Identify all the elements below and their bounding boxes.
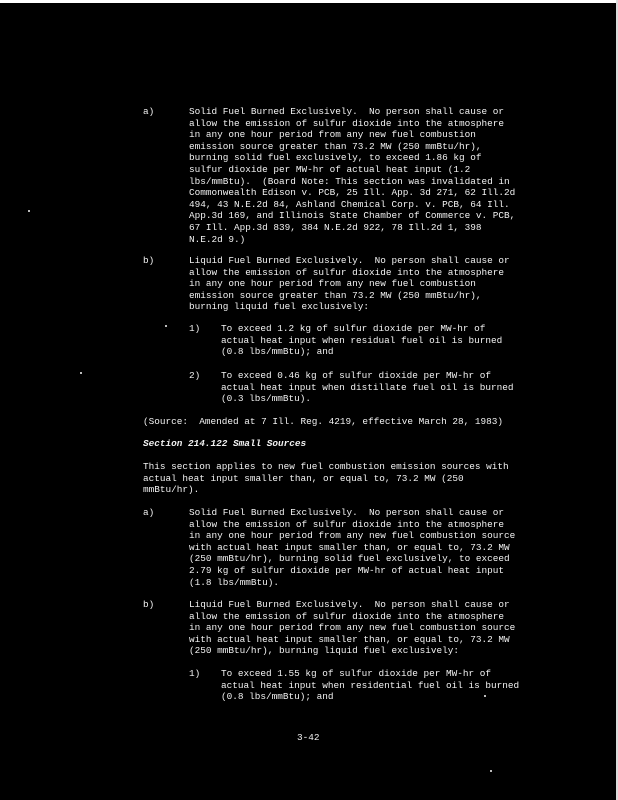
section-intro: This section applies to new fuel combustion emission sources with actual heat input smaller than, or equal to, 73.2 MW (250 mmBtu/hr). xyxy=(143,461,509,496)
scan-speck xyxy=(484,695,486,697)
small-b-item-1-label: 1) xyxy=(189,668,201,679)
section-a-label: a) xyxy=(143,106,155,117)
page-number: 3-42 xyxy=(297,732,320,743)
scan-speck xyxy=(165,325,167,327)
section-b-item-2-label: 2) xyxy=(189,370,201,381)
scan-speck xyxy=(80,372,82,374)
section-a-text: Solid Fuel Burned Exclusively. No person shall cause or allow the emission of sulfur dioxide into the atmosphere in any one hour period from any new fuel combustion emission source greater than 73.2 MW (250 mmBtu/hr), burning solid fuel exclusively, to exceed 1.86 kg of sulfur dioxide per MW-hr of actual heat input (1.2 lbs/mmBtu). (Board Note: This section was invalidated in Commonwealth Edison v. PCB, 25 Ill. App. 3d 271, 62 Ill.2d 494, 43 N.E.2d 84, Ashland Chemical Corp. v. PCB, 64 Ill. App.3d 169, and Illinois State Chamber of Commerce v. PCB, 67 Ill. App.3d 839, 384 N.E.2d 922, 78 Ill.2d 1, 398 N.E.2d 9.) xyxy=(189,106,516,245)
section-b-label: b) xyxy=(143,255,155,266)
section-b-item-2-text: To exceed 0.46 kg of sulfur dioxide per MW-hr of actual heat input when distillate fuel oil is burned (0.3 lbs/mmBtu). xyxy=(221,370,514,405)
section-b-item-1-label: 1) xyxy=(189,323,201,334)
section-b-text: Liquid Fuel Burned Exclusively. No person shall cause or allow the emission of sulfur dioxide into the atmosphere in any one hour period from any new fuel combustion emission source greater than 73.2 MW (250 mmBtu/hr), burning liquid fuel exclusively: xyxy=(189,255,510,313)
scan-speck xyxy=(28,210,30,212)
small-a-text: Solid Fuel Burned Exclusively. No person shall cause or allow the emission of sulfur dioxide into the atmosphere in any one hour period from any new fuel combustion source with actual heat input smaller than, or equal to, 73.2 MW (250 mmBtu/hr), burning solid fuel exclusively, to exceed 2.79 kg of sulfur dioxide per MW-hr of actual heat input (1.8 lbs/mmBtu). xyxy=(189,507,516,588)
section-b-item-1-text: To exceed 1.2 kg of sulfur dioxide per MW-hr of actual heat input when residual fuel oil is burned (0.8 lbs/mmBtu); and xyxy=(221,323,503,358)
small-b-item-1-text: To exceed 1.55 kg of sulfur dioxide per MW-hr of actual heat input when residential fuel oil is burned (0.8 lbs/mmBtu); and xyxy=(221,668,520,703)
top-border xyxy=(0,0,618,3)
small-b-label: b) xyxy=(143,599,155,610)
source-note: (Source: Amended at 7 Ill. Reg. 4219, effective March 28, 1983) xyxy=(143,416,504,427)
small-b-text: Liquid Fuel Burned Exclusively. No person shall cause or allow the emission of sulfur dioxide into the atmosphere in any one hour period from any new fuel combustion source with actual heat input smaller than, or equal to, 73.2 MW (250 mmBtu/hr), burning liquid fuel exclusively: xyxy=(189,599,516,657)
small-a-label: a) xyxy=(143,507,155,518)
section-heading: Section 214.122 Small Sources xyxy=(143,438,307,449)
scan-speck xyxy=(490,770,492,772)
